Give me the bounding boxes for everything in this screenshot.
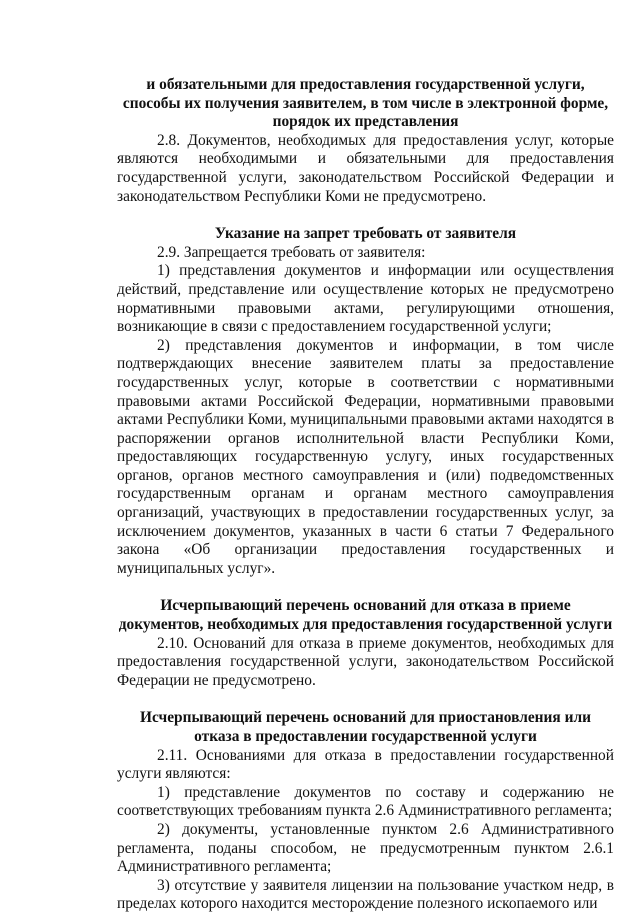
paragraph-2-11-intro: 2.11. Основаниями для отказа в предоставлении государственной услуги являются: <box>117 746 614 783</box>
section-heading-2-9: Указание на запрет требовать от заявителя <box>214 225 517 243</box>
section-gap <box>117 578 614 597</box>
section-heading-2-11: Исчерпывающий перечень оснований для приостановления или отказа в предоставлении государственной услуги <box>140 709 591 745</box>
section-heading-2-8: и обязательными для предоставления государственной услуги, способы их получения заявителем, в том числе в электронной форме, порядок их представления <box>122 76 609 131</box>
document-content <box>117 76 614 914</box>
paragraph-2-9-intro: 2.9. Запрещается требовать от заявителя: <box>157 243 426 261</box>
paragraph-2-9-item-1: 1) представления документов и информации или осуществления действий, представление или осуществление которых не предусмотрено нормативными правовыми актами, регулирующими отношения, возникающие в связи с предоставлением государственной услуги; <box>117 262 614 336</box>
paragraph-2-11-item-3: 3) отсутствие у заявителя лицензии на пользование участком недр, в пределах которого находится месторождение полезного ископаемого или <box>117 876 614 913</box>
paragraph-2-8: 2.8. Документов, необходимых для предоставления услуг, которые являются необходимыми и обязательными для предоставления государственной услуги, законодательством Российской Федерации и законодательством Республики Коми не предусмотрено. <box>117 131 614 205</box>
section-gap <box>117 206 614 225</box>
section-gap <box>117 690 614 709</box>
paragraph-2-11-item-1: 1) представление документов по составу и содержанию не соответствующих требованиям пункта 2.6 Административного регламента; <box>117 783 614 820</box>
paragraph-2-11-item-2: 2) документы, установленные пунктом 2.6 Административного регламента, поданы способом, не предусмотренным пунктом 2.6.1 Административного регламента; <box>117 820 614 876</box>
paragraph-2-9-item-2: 2) представления документов и информации, в том числе подтверждающих внесение заявителем платы за предоставление государственных услуг, которые в соответствии с нормативными правовыми актами Российской Федерации, нормативными правовыми актами Республики Коми, муниципальными правовыми актами находятся в распоряжении органов исполнительной власти Республики Коми, предоставляющих государственную услугу, иных государственных органов, органов местного самоуправления и (или) подведомственных государственным органам и органам местного самоуправления организаций, участвующих в предоставлении государственных услуг, за исключением документов, указанных в части 6 статьи 7 Федерального закона «Об организации предоставления государственных и муниципальных услуг». <box>117 336 614 577</box>
section-heading-2-10: Исчерпывающий перечень оснований для отказа в приеме документов, необходимых для предоставления государственной услуги <box>118 597 613 634</box>
paragraph-2-10: 2.10. Оснований для отказа в приеме документов, необходимых для предоставления государственной услуги, законодательством Российской Федерации не предусмотрено. <box>117 634 614 689</box>
